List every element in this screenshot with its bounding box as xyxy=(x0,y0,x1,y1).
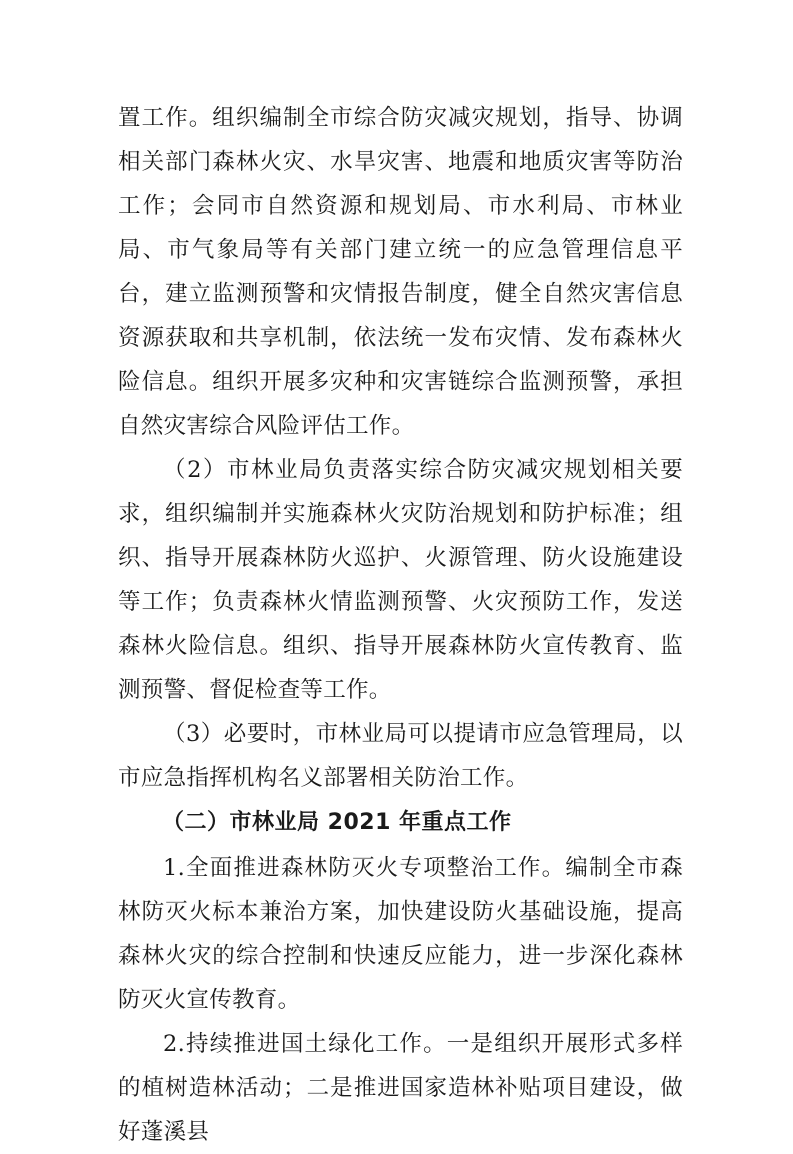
paragraph-item-5: 2.持续推进国土绿化工作。一是组织开展形式多样的植树造林活动；二是推进国家造林补贴项目建设，做好蓬溪县 xyxy=(118,1031,683,1145)
section-heading: （二）市林业局 2021 年重点工作 xyxy=(162,810,512,835)
document-body xyxy=(118,96,683,1154)
paragraph-continued: 置工作。组织编制全市综合防灾减灾规划，指导、协调相关部门森林火灾、水旱灾害、地震和地质灾害等防治工作；会同市自然资源和规划局、市水利局、市林业局、市气象局等有关部门建立统一的应急管理信息平台，建立监测预警和灾情报告制度，健全自然灾害信息资源获取和共享机制，依法统一发布灾情、发布森林火险信息。组织开展多灾种和灾害链综合监测预警，承担自然灾害综合风险评估工作。 xyxy=(118,105,683,439)
paragraph-item-2: （2）市林业局负责落实综合防灾减灾规划相关要求，组织编制并实施森林火灾防治规划和防护标准；组织、指导开展森林防火巡护、火源管理、防火设施建设等工作；负责森林火情监测预警、火灾预防工作，发送森林火险信息。组织、指导开展森林防火宣传教育、监测预警、督促检查等工作。 xyxy=(118,457,683,703)
paragraph-item-4: 1.全面推进森林防灭火专项整治工作。编制全市森林防灭火标本兼治方案，加快建设防火基础设施，提高森林火灾的综合控制和快速反应能力，进一步深化森林防灭火宣传教育。 xyxy=(118,855,683,1013)
paragraph-item-3: （3）必要时，市林业局可以提请市应急管理局，以市应急指挥机构名义部署相关防治工作。 xyxy=(118,721,683,791)
